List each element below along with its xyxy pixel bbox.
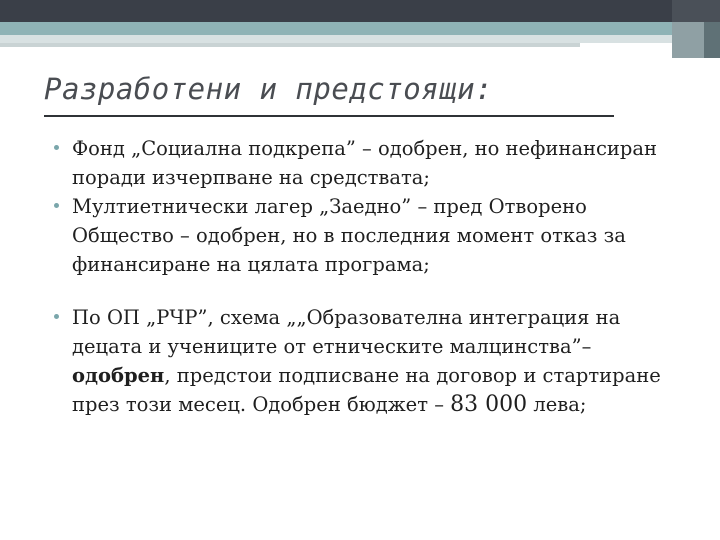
bullet-text-2: Мултиетнически лагер „Заедно” – пред Отворено Общество – одобрен, но в последния момент отказ за финансиране на цялата програма;	[72, 195, 626, 276]
bullet-dot-icon	[54, 145, 59, 150]
bullet-item-3	[52, 303, 682, 419]
bullet-text-1: Фонд „Социална подкрепа” – одобрен, но нефинансиран поради изчерпване на средствата;	[72, 137, 657, 189]
title-underline	[44, 115, 614, 117]
slide-title: Разработени и предстоящи:	[44, 72, 493, 106]
bullet-dot-icon	[54, 314, 59, 319]
bullet-text-3-end: лева;	[527, 393, 587, 416]
bullet-text-3-bold: одобрен	[72, 364, 165, 387]
corner-decoration-top	[672, 0, 720, 22]
bullet-item-2	[52, 192, 682, 279]
bullet-item-1	[52, 134, 682, 192]
top-dark-bar	[0, 0, 720, 22]
bullet-list	[52, 134, 682, 419]
top-strip	[0, 43, 580, 47]
top-light-bar	[0, 35, 720, 43]
top-teal-bar	[0, 22, 720, 35]
budget-amount: 83 000	[450, 392, 528, 417]
bullet-text-3-start: По ОП „РЧР”, схема „„Образователна интеграция на децата и учениците от етническите малцинства”–	[72, 306, 621, 358]
bullet-text-3-mid: , предстои подписване на договор и стартиране през този месец. Одобрен бюджет –	[72, 364, 661, 416]
bullet-dot-icon	[54, 203, 59, 208]
